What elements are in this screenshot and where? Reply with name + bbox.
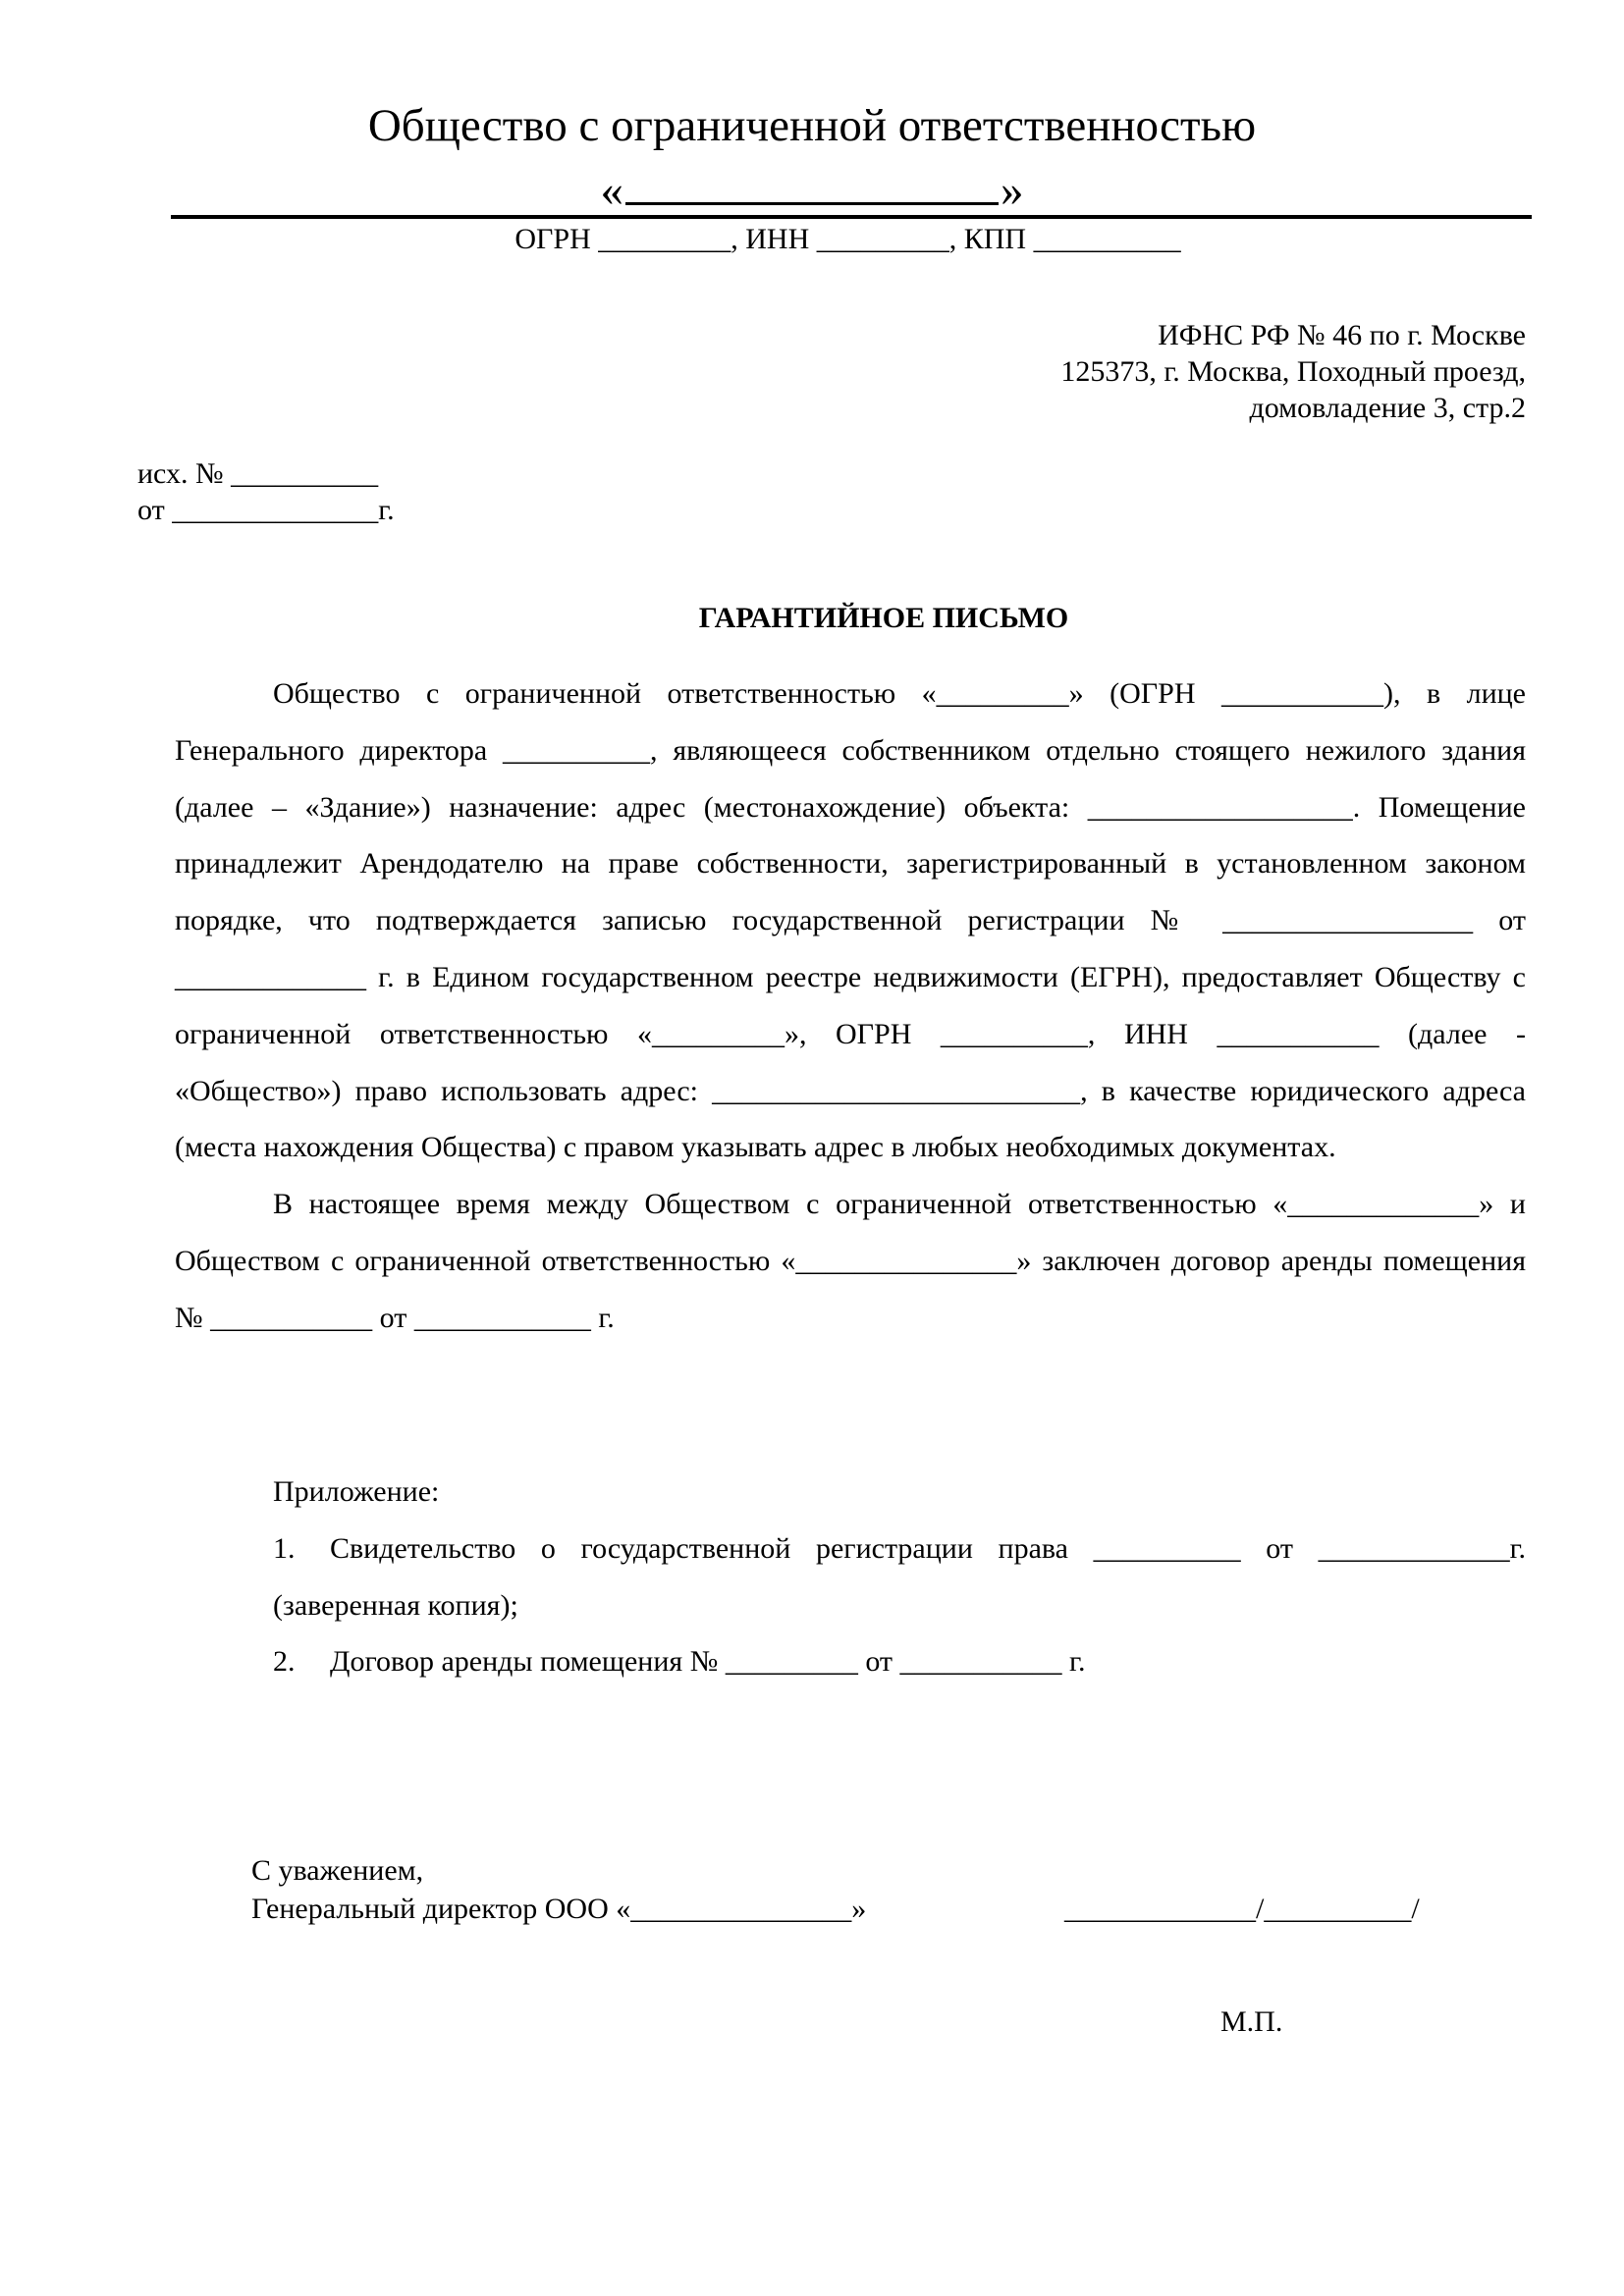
company-requisites: ОГРН _________, ИНН _________, КПП __________ [514, 223, 1181, 255]
close-quote: » [1001, 165, 1024, 216]
outgoing-number: исх. № __________ [137, 457, 379, 490]
closing-block [251, 1851, 866, 1928]
addressee-building: домовладение 3, стр.2 [1249, 392, 1526, 424]
closing-position: Генеральный директор ООО «_______________» [251, 1893, 867, 1925]
appendix-section [175, 1464, 1526, 1690]
appendix-title: Приложение: [273, 1475, 440, 1508]
appendix-item [175, 1521, 1526, 1634]
appendix-item-text: Свидетельство о государственной регистрации права __________ от _____________г. (заверенная копия); [273, 1531, 1526, 1622]
outgoing-date: от ______________г. [137, 494, 395, 526]
appendix-item-number: 1. [273, 1531, 296, 1565]
appendix-item-number: 2. [273, 1645, 296, 1679]
appendix-item [175, 1633, 1526, 1690]
closing-regards: С уважением, [251, 1854, 424, 1887]
company-title: Общество с ограниченной ответственностью [367, 100, 1257, 151]
company-name-line [0, 163, 1624, 218]
body-paragraph-1: Общество с ограниченной ответственностью «_________» (ОГРН ___________), в лице Генерального директора __________, являющееся собственником отдельно стоящего нежилого здания (далее – «Здание») назначение: адрес (местонахождение) объекта: __________________. Помещение принадлежит Арендодателю на праве собственности, зарегистрированный в установленном законом порядке, что подтверждается записью государственной регистрации № _________________ от _____________ г. в Едином государственном реестре недвижимости (ЕГРН), предоставляет Обществу с ограниченной ответственностью «_________», ОГРН __________, ИНН ___________ (далее - «Общество») право использовать адрес: _________________________, в качестве юридического адреса (места нахождения Общества) с правом указывать адрес в любых необходимых документах. [175, 677, 1526, 1164]
body-paragraph-2: В настоящее время между Обществом с ограниченной ответственностью «_____________» и Обществом с ограниченной ответственностью «_______________» заключен договор аренды помещения № ___________ от ____________ г. [175, 1188, 1526, 1334]
signature-line: _____________/__________/ [1064, 1893, 1420, 1925]
header-divider [171, 215, 1532, 219]
outgoing-reference [137, 455, 395, 528]
addressee-block [1060, 317, 1526, 426]
stamp-mark: М.П. [1220, 2005, 1283, 2038]
open-quote: « [600, 165, 623, 216]
document-title: ГАРАНТИЙНОЕ ПИСЬМО [698, 602, 1069, 634]
addressee-name: ИФНС РФ № 46 по г. Москве [1158, 319, 1526, 351]
addressee-address: 125373, г. Москва, Походный проезд, [1060, 355, 1526, 388]
appendix-item-text: Договор аренды помещения № _________ от ___________ г. [330, 1645, 1086, 1679]
letter-body [175, 666, 1526, 1347]
company-name-blank [625, 163, 999, 205]
